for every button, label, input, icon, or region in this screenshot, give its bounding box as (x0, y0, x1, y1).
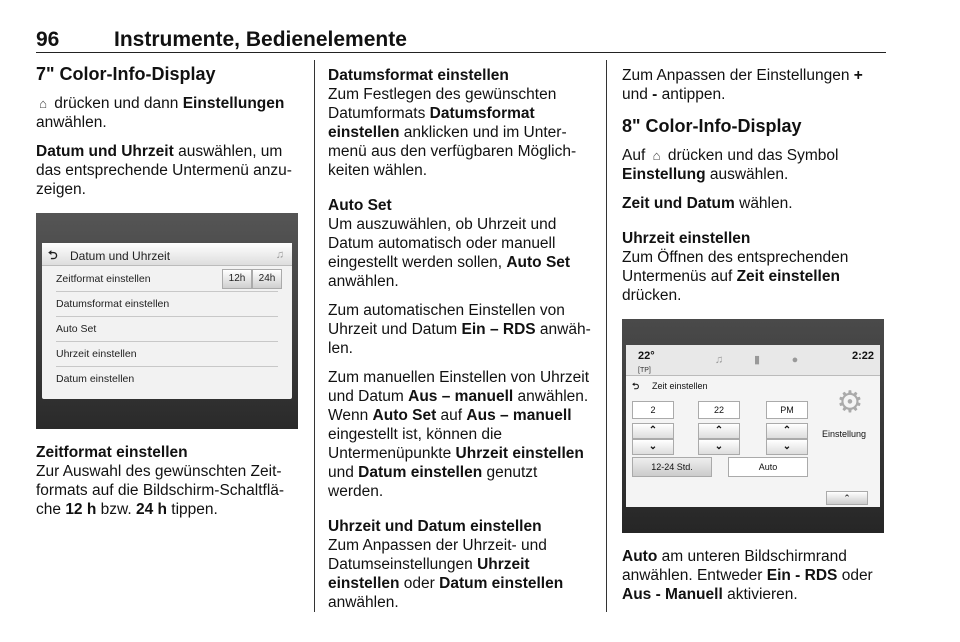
screen-titlebar (626, 377, 816, 395)
chapter-title: Instrumente, Bedienelemente (114, 28, 407, 51)
seg-12h: 12h (222, 269, 252, 289)
paragraph: Um auszuwählen, ob Uhrzeit und Datum automatisch oder manuell eingestellt werden sollen, Auto Set anwählen. (328, 216, 571, 290)
paragraph: Datum und Uhrzeit auswählen, um das entsprechende Untermenü anzu-zeigen. (36, 143, 292, 198)
chevron-up-icon: ⌃ (698, 423, 740, 439)
music-icon: ♫ (275, 249, 284, 261)
menu-row: Datum einstellen (56, 373, 135, 385)
paragraph: Zeit und Datum wählen. (622, 195, 793, 212)
ampm-field: PM (766, 401, 808, 419)
subheading: Uhrzeit einstellen (622, 230, 751, 247)
column-divider-1 (314, 60, 315, 612)
home-icon: ⌂ (652, 148, 661, 163)
screen-title: Zeit einstellen (652, 381, 708, 391)
menu-row: Uhrzeit einstellen (56, 342, 278, 367)
tp-indicator: [TP] (638, 367, 651, 374)
screen-title: Datum und Uhrzeit (70, 249, 171, 263)
paragraph: Zum Anpassen der Einstellungen + und - antippen. (622, 67, 863, 103)
format-button: 12-24 Std. (632, 457, 712, 477)
page-number: 96 (36, 28, 60, 51)
seg-24h: 24h (252, 269, 282, 289)
hour-field: 2 (632, 401, 674, 419)
paragraph: Auf ⌂ drücken und das Symbol Einstellung auswählen. (622, 147, 839, 183)
chevron-down-icon: ⌄ (698, 439, 740, 455)
subheading: Zeitformat einstellen (36, 444, 188, 461)
chevron-up-icon: ⌃ (766, 423, 808, 439)
subheading: Datumsformat einstellen (328, 67, 509, 84)
menu-row: Datumsformat einstellen (56, 292, 278, 317)
column-2 (328, 66, 594, 622)
phone-icon: ▮ (753, 354, 761, 366)
minute-field: 22 (698, 401, 740, 419)
menu-row: Auto Set (56, 317, 278, 342)
back-icon: ⮌ (48, 248, 58, 262)
screenshot-datum-uhrzeit (36, 213, 298, 429)
subheading: Uhrzeit und Datum einstellen (328, 518, 542, 535)
paragraph: ⌂ drücken und dann Einstellungen anwählen. (36, 95, 285, 131)
home-icon: ⌂ (39, 96, 47, 111)
column-3 (622, 66, 888, 614)
info-icon: ● (791, 354, 799, 366)
paragraph: Zum Anpassen der Uhrzeit- und Datumseinstellungen Uhrzeit einstellen oder Datum einstellen anwählen. (328, 537, 564, 611)
heading-7in-display: 7" Color-Info-Display (36, 64, 216, 84)
settings-label: Einstellung (822, 429, 867, 439)
clock: 2:22 (851, 350, 874, 362)
paragraph: Zum Festlegen des gewünschten Datumformats Datumsformat einstellen anklicken und im Unter-menü aus den verfügbaren Möglich-keiten wählen. (328, 86, 577, 179)
chevron-down-icon: ⌄ (632, 439, 674, 455)
chevron-up-icon: ⌃ (826, 491, 868, 505)
column-divider-2 (606, 60, 607, 612)
chevron-up-icon: ⌃ (632, 423, 674, 439)
column-1 (36, 62, 302, 529)
paragraph: Zum automatischen Einstellen von Uhrzeit und Datum Ein – RDS anwäh-len. (328, 302, 591, 357)
music-icon: ♫ (714, 354, 724, 366)
back-icon: ⮌ (632, 381, 640, 391)
menu-row: Zeitformat einstellen 12h 24h (56, 267, 278, 292)
paragraph: Auto am unteren Bildschirmrand anwählen. Entweder Ein - RDS oder Aus - Manuell aktivieren. (622, 548, 873, 603)
screenshot-zeit-einstellen (622, 319, 884, 533)
gear-icon: ⚙ (836, 386, 864, 419)
temperature: 22° (638, 350, 655, 362)
paragraph: Zum Öffnen des entsprechenden Untermenüs auf Zeit einstellen drücken. (622, 249, 849, 304)
chevron-down-icon: ⌄ (766, 439, 808, 455)
paragraph: Zum manuellen Einstellen von Uhrzeit und Datum Aus – manuell anwählen. Wenn Auto Set auf Aus – manuell eingestellt ist, können die Untermenüpunkte Uhrzeit einstellen und Datum einstellen genutzt werden. (328, 369, 590, 500)
paragraph: Zur Auswahl des gewünschten Zeit-formats auf die Bildschirm-Schaltflä-che 12 h bzw. 24 h tippen. (36, 463, 285, 518)
header-rule (36, 52, 886, 53)
subheading: Auto Set (328, 197, 392, 214)
auto-button: Auto (728, 457, 808, 477)
heading-8in-display: 8" Color-Info-Display (622, 116, 802, 136)
